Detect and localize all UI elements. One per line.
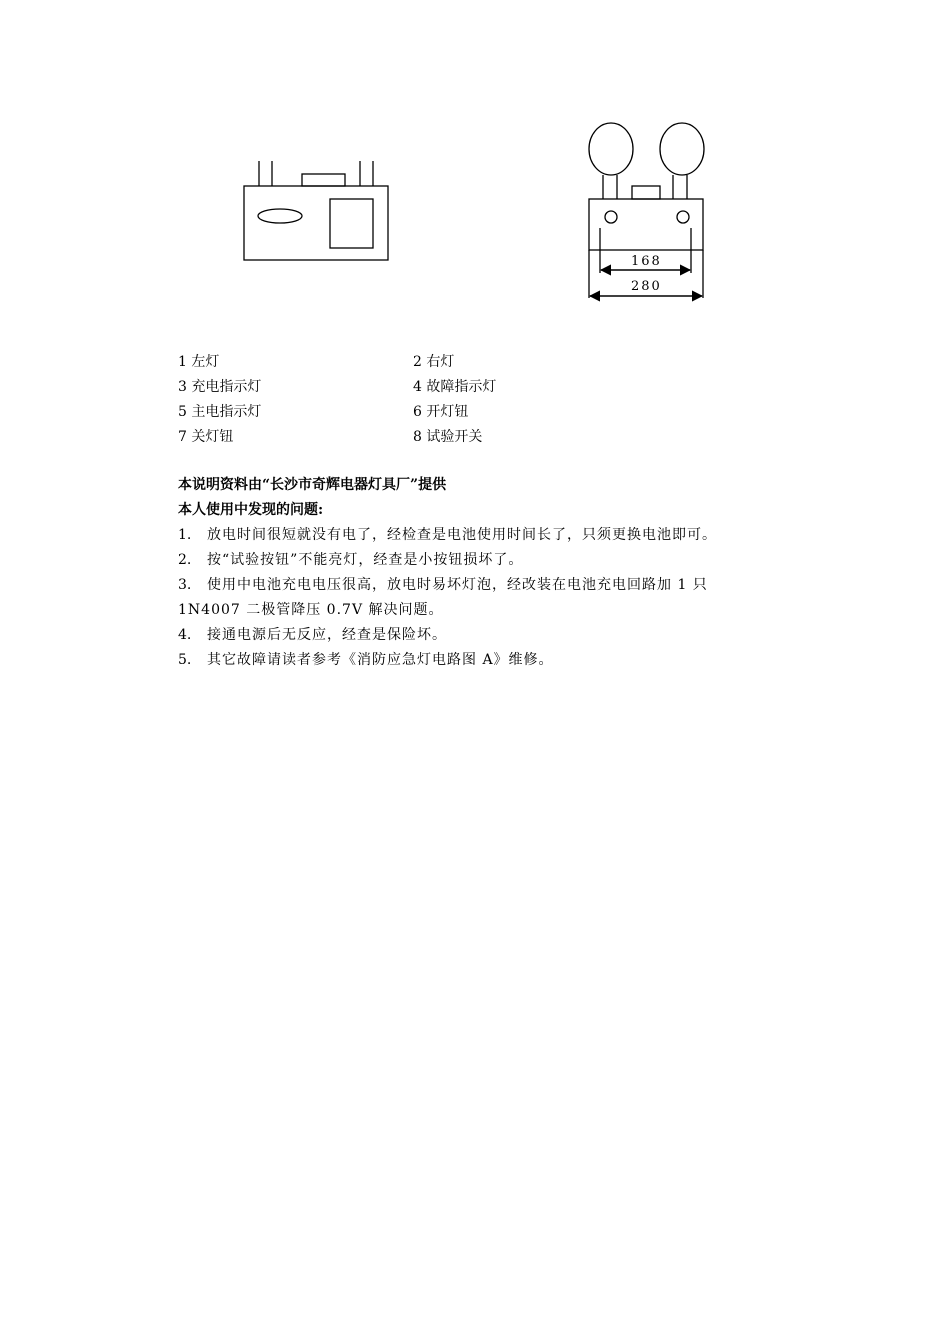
list-item (178, 623, 818, 648)
list-item-text: 接通电源后无反应，经查是保险坏。 (207, 627, 447, 643)
list-item-number: 4. (178, 627, 192, 643)
parts-legend (178, 350, 698, 450)
front-view-drawing (589, 123, 704, 298)
front-view-body (589, 199, 703, 250)
list-item-number: 2. (178, 552, 192, 568)
list-item-continuation (178, 598, 818, 623)
legend-row (178, 350, 698, 375)
left-indicator (605, 211, 617, 223)
legend-item: 1 左灯 (178, 354, 220, 370)
legend-row (178, 400, 698, 425)
legend-row (178, 375, 698, 400)
legend-item: 4 故障指示灯 (413, 379, 497, 395)
source-line: 本说明资料由“长沙市奇辉电器灯具厂”提供 (178, 477, 447, 493)
list-item-text: 放电时间很短就没有电了，经检查是电池使用时间长了，只须更换电池即可。 (207, 527, 717, 543)
list-item (178, 573, 818, 598)
dimension-label-168: 168 (631, 254, 662, 269)
legend-item: 8 试验开关 (413, 429, 483, 445)
list-item-text-continued: 1N4007 二极管降压 0.7V 解决问题。 (178, 602, 444, 618)
right-indicator (677, 211, 689, 223)
list-item-text: 使用中电池充电电压很高，放电时易坏灯泡，经改装在电池充电回路加 1 只 (207, 577, 708, 593)
list-item-text: 按“试验按钮”不能亮灯，经查是小按钮损坏了。 (207, 552, 524, 568)
left-lamp-head (589, 123, 633, 175)
rear-view-oval-window (258, 209, 302, 223)
front-view-top-tab (632, 186, 660, 199)
legend-item: 7 关灯钮 (178, 429, 234, 445)
right-lamp-head (660, 123, 704, 175)
emergency-light-diagram (0, 0, 950, 330)
list-item-number: 5. (178, 652, 192, 668)
legend-row (178, 425, 698, 450)
list-item-number: 3. (178, 577, 192, 593)
issues-heading: 本人使用中发现的问题: (178, 502, 324, 518)
legend-item: 6 开灯钮 (413, 404, 469, 420)
notes-section (178, 473, 818, 673)
rear-view-square-panel (330, 199, 373, 248)
rear-view-drawing (244, 161, 388, 260)
legend-item: 2 右灯 (413, 354, 455, 370)
legend-item: 5 主电指示灯 (178, 404, 262, 420)
legend-item: 3 充电指示灯 (178, 379, 262, 395)
rear-view-body (244, 186, 388, 260)
list-item (178, 548, 818, 573)
list-item (178, 523, 818, 548)
dimension-label-280: 280 (631, 279, 662, 294)
list-item-text: 其它故障请读者参考《消防应急灯电路图 A》维修。 (207, 652, 554, 668)
rear-view-top-tab (302, 174, 345, 186)
list-item (178, 648, 818, 673)
list-item-number: 1. (178, 527, 192, 543)
